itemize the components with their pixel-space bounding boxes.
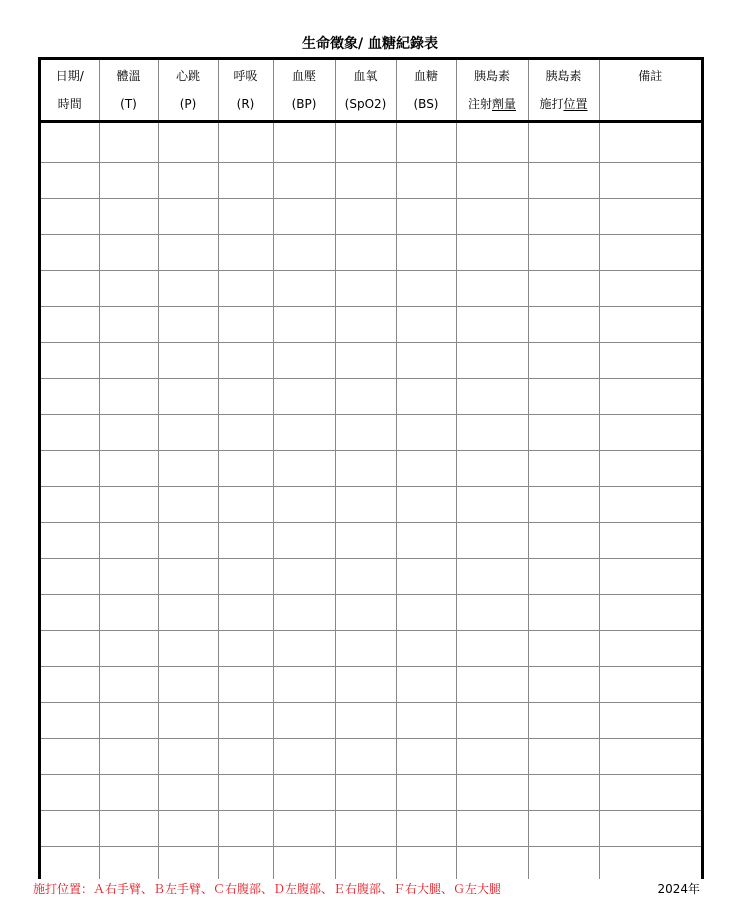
table-cell[interactable] — [273, 199, 335, 235]
table-cell[interactable] — [273, 847, 335, 880]
table-cell[interactable] — [599, 811, 701, 847]
table-cell[interactable] — [396, 847, 456, 880]
table-cell[interactable] — [335, 739, 396, 775]
table-row — [41, 559, 701, 595]
table-cell[interactable] — [528, 415, 599, 451]
table-cell[interactable] — [396, 775, 456, 811]
table-cell[interactable] — [158, 739, 218, 775]
table-cell[interactable] — [528, 343, 599, 379]
table-cell[interactable] — [335, 847, 396, 880]
table-cell[interactable] — [218, 199, 273, 235]
table-cell[interactable] — [456, 811, 528, 847]
table-cell[interactable] — [456, 775, 528, 811]
table-cell[interactable] — [335, 703, 396, 739]
table-cell[interactable] — [158, 451, 218, 487]
table-cell[interactable] — [273, 631, 335, 667]
table-cell[interactable] — [99, 775, 158, 811]
table-cell[interactable] — [528, 235, 599, 271]
table-cell[interactable] — [273, 122, 335, 163]
table-row — [41, 523, 701, 559]
table-cell[interactable] — [218, 739, 273, 775]
table-cell[interactable] — [158, 415, 218, 451]
table-cell[interactable] — [456, 631, 528, 667]
table-cell[interactable] — [335, 667, 396, 703]
table-cell[interactable] — [41, 775, 99, 811]
table-cell[interactable] — [528, 523, 599, 559]
table-cell[interactable] — [99, 122, 158, 163]
table-cell[interactable] — [158, 487, 218, 523]
table-cell[interactable] — [218, 343, 273, 379]
table-cell[interactable] — [456, 271, 528, 307]
table-cell[interactable] — [218, 307, 273, 343]
table-cell[interactable] — [218, 235, 273, 271]
table-cell[interactable] — [528, 451, 599, 487]
table-cell[interactable] — [335, 122, 396, 163]
table-cell[interactable] — [99, 415, 158, 451]
table-cell[interactable] — [158, 811, 218, 847]
table-cell[interactable] — [99, 667, 158, 703]
table-cell[interactable] — [599, 595, 701, 631]
table-cell[interactable] — [335, 631, 396, 667]
table-cell[interactable] — [396, 122, 456, 163]
table-cell[interactable] — [41, 199, 99, 235]
table-cell[interactable] — [528, 775, 599, 811]
table-cell[interactable] — [396, 631, 456, 667]
table-cell[interactable] — [273, 775, 335, 811]
year-label: 2024年 — [657, 882, 700, 896]
table-cell[interactable] — [335, 163, 396, 199]
table-cell[interactable] — [158, 307, 218, 343]
table-cell[interactable] — [335, 343, 396, 379]
table-cell[interactable] — [41, 811, 99, 847]
table-cell[interactable] — [273, 811, 335, 847]
col-datetime-header: 日期/ 時間 — [41, 60, 99, 122]
table-cell[interactable] — [218, 487, 273, 523]
table-cell[interactable] — [218, 523, 273, 559]
table-cell[interactable] — [273, 487, 335, 523]
table-cell[interactable] — [396, 235, 456, 271]
table-cell[interactable] — [396, 559, 456, 595]
header-row — [41, 60, 701, 122]
table-cell[interactable] — [599, 847, 701, 880]
table-cell[interactable] — [599, 415, 701, 451]
table-cell[interactable] — [528, 667, 599, 703]
table-cell[interactable] — [99, 559, 158, 595]
table-cell[interactable] — [335, 307, 396, 343]
col-spo2-header: 血氧 (SpO2) — [335, 60, 396, 122]
record-table — [38, 57, 704, 879]
table-cell[interactable] — [99, 595, 158, 631]
table-cell[interactable] — [158, 595, 218, 631]
table-cell[interactable] — [396, 307, 456, 343]
table-cell[interactable] — [99, 451, 158, 487]
table-cell[interactable] — [396, 667, 456, 703]
table-cell[interactable] — [335, 415, 396, 451]
table-cell[interactable] — [528, 379, 599, 415]
table-cell[interactable] — [158, 235, 218, 271]
table-row — [41, 775, 701, 811]
table-cell[interactable] — [99, 199, 158, 235]
table-cell[interactable] — [528, 122, 599, 163]
table-cell[interactable] — [335, 451, 396, 487]
table-cell[interactable] — [99, 847, 158, 880]
table-cell[interactable] — [335, 523, 396, 559]
table-cell[interactable] — [158, 703, 218, 739]
table-cell[interactable] — [599, 523, 701, 559]
table-cell[interactable] — [335, 271, 396, 307]
table-cell[interactable] — [41, 559, 99, 595]
table-cell[interactable] — [456, 667, 528, 703]
table-cell[interactable] — [41, 631, 99, 667]
table-cell[interactable] — [335, 487, 396, 523]
table-cell[interactable] — [158, 559, 218, 595]
table-cell[interactable] — [41, 523, 99, 559]
table-cell[interactable] — [396, 379, 456, 415]
table-cell[interactable] — [335, 775, 396, 811]
col-pulse-header: 心跳 (P) — [158, 60, 218, 122]
table-cell[interactable] — [456, 122, 528, 163]
table-cell[interactable] — [41, 487, 99, 523]
table-cell[interactable] — [273, 595, 335, 631]
col-respiration-header: 呼吸 (R) — [218, 60, 273, 122]
table-cell[interactable] — [41, 343, 99, 379]
table-row — [41, 703, 701, 739]
table-row — [41, 451, 701, 487]
table-cell[interactable] — [396, 415, 456, 451]
table-cell[interactable] — [41, 595, 99, 631]
table-cell[interactable] — [218, 775, 273, 811]
table-row — [41, 595, 701, 631]
table-cell[interactable] — [158, 631, 218, 667]
table-cell[interactable] — [218, 379, 273, 415]
table-cell[interactable] — [396, 595, 456, 631]
col-insulin-site-header: 胰島素 施打位置 — [528, 60, 599, 122]
col-blood-sugar-header: 血糖 (BS) — [396, 60, 456, 122]
table-row — [41, 739, 701, 775]
table-cell[interactable] — [273, 523, 335, 559]
col-temperature-header: 體溫 (T) — [99, 60, 158, 122]
table-cell[interactable] — [456, 847, 528, 880]
table-cell[interactable] — [528, 199, 599, 235]
table-cell[interactable] — [396, 199, 456, 235]
table-cell[interactable] — [456, 379, 528, 415]
table-cell[interactable] — [273, 667, 335, 703]
table-cell[interactable] — [218, 415, 273, 451]
table-cell[interactable] — [599, 667, 701, 703]
table-cell[interactable] — [456, 307, 528, 343]
table-cell[interactable] — [158, 343, 218, 379]
table-cell[interactable] — [273, 163, 335, 199]
table-cell[interactable] — [335, 559, 396, 595]
table-cell[interactable] — [218, 703, 273, 739]
table-row — [41, 122, 701, 163]
table-cell[interactable] — [599, 163, 701, 199]
table-cell[interactable] — [456, 523, 528, 559]
table-cell[interactable] — [158, 271, 218, 307]
table-cell[interactable] — [335, 235, 396, 271]
table-cell[interactable] — [218, 631, 273, 667]
table-cell[interactable] — [528, 487, 599, 523]
table-cell[interactable] — [599, 739, 701, 775]
table-cell[interactable] — [456, 595, 528, 631]
table-cell[interactable] — [456, 163, 528, 199]
table-cell[interactable] — [528, 307, 599, 343]
table-cell[interactable] — [41, 379, 99, 415]
table-cell[interactable] — [158, 523, 218, 559]
table-cell[interactable] — [273, 559, 335, 595]
table-cell[interactable] — [599, 559, 701, 595]
table-cell[interactable] — [396, 739, 456, 775]
table-cell[interactable] — [99, 739, 158, 775]
table-cell[interactable] — [158, 667, 218, 703]
table-cell[interactable] — [599, 271, 701, 307]
table-cell[interactable] — [41, 667, 99, 703]
table-cell[interactable] — [158, 379, 218, 415]
table-cell[interactable] — [218, 451, 273, 487]
table-cell[interactable] — [273, 415, 335, 451]
table-cell[interactable] — [396, 703, 456, 739]
table-cell[interactable] — [396, 523, 456, 559]
table-cell[interactable] — [335, 595, 396, 631]
table-cell[interactable] — [456, 343, 528, 379]
table-cell[interactable] — [218, 667, 273, 703]
table-cell[interactable] — [41, 703, 99, 739]
table-cell[interactable] — [528, 595, 599, 631]
table-cell[interactable] — [218, 271, 273, 307]
table-cell[interactable] — [273, 703, 335, 739]
table-cell[interactable] — [218, 559, 273, 595]
table-cell[interactable] — [599, 122, 701, 163]
table-cell[interactable] — [218, 122, 273, 163]
table-cell[interactable] — [41, 271, 99, 307]
table-row — [41, 343, 701, 379]
table-row — [41, 199, 701, 235]
table-cell[interactable] — [528, 271, 599, 307]
col-blood-pressure-header: 血壓 (BP) — [273, 60, 335, 122]
table-row — [41, 271, 701, 307]
table-cell[interactable] — [456, 739, 528, 775]
table-cell[interactable] — [99, 163, 158, 199]
table-cell[interactable] — [41, 847, 99, 880]
table-row — [41, 667, 701, 703]
col-insulin-dose-header: 胰島素 注射劑量 — [456, 60, 528, 122]
table-cell[interactable] — [528, 631, 599, 667]
table-cell[interactable] — [396, 451, 456, 487]
table-cell[interactable] — [599, 343, 701, 379]
table-cell[interactable] — [41, 739, 99, 775]
table-cell[interactable] — [599, 703, 701, 739]
table-cell[interactable] — [456, 451, 528, 487]
table-cell[interactable] — [456, 199, 528, 235]
table-row — [41, 631, 701, 667]
table-cell[interactable] — [335, 379, 396, 415]
table-row — [41, 811, 701, 847]
table-cell[interactable] — [99, 379, 158, 415]
table-cell[interactable] — [396, 487, 456, 523]
table-cell[interactable] — [528, 163, 599, 199]
table-cell[interactable] — [99, 811, 158, 847]
table-cell[interactable] — [273, 307, 335, 343]
table-cell[interactable] — [456, 487, 528, 523]
col-remarks-header: 備註 — [599, 60, 701, 122]
table-cell[interactable] — [99, 307, 158, 343]
table-cell[interactable] — [599, 451, 701, 487]
table-row — [41, 235, 701, 271]
table-cell[interactable] — [528, 559, 599, 595]
table-cell[interactable] — [158, 163, 218, 199]
table-cell[interactable] — [99, 343, 158, 379]
injection-site-legend: 施打位置：Ａ右手臂、Ｂ左手臂、Ｃ右腹部、Ｄ左腹部、Ｅ右腹部、Ｆ右大腿、Ｇ左大腿 — [33, 882, 502, 896]
table-cell[interactable] — [41, 163, 99, 199]
table-cell[interactable] — [273, 343, 335, 379]
table-cell[interactable] — [456, 703, 528, 739]
table-cell[interactable] — [396, 163, 456, 199]
table-cell[interactable] — [273, 379, 335, 415]
table-cell[interactable] — [528, 847, 599, 880]
table-row — [41, 379, 701, 415]
table-cell[interactable] — [41, 122, 99, 163]
table-cell[interactable] — [99, 487, 158, 523]
table-row — [41, 487, 701, 523]
table-cell[interactable] — [218, 811, 273, 847]
table-cell[interactable] — [528, 703, 599, 739]
table-cell[interactable] — [158, 199, 218, 235]
table-cell[interactable] — [599, 199, 701, 235]
table-cell[interactable] — [41, 307, 99, 343]
table-cell[interactable] — [158, 775, 218, 811]
table-cell[interactable] — [456, 559, 528, 595]
table-row — [41, 415, 701, 451]
table-cell[interactable] — [599, 775, 701, 811]
table-cell[interactable] — [599, 631, 701, 667]
table-cell[interactable] — [158, 847, 218, 880]
table-cell[interactable] — [273, 451, 335, 487]
table-row — [41, 307, 701, 343]
table-cell[interactable] — [396, 343, 456, 379]
table-cell[interactable] — [528, 811, 599, 847]
table-cell[interactable] — [599, 379, 701, 415]
table-cell[interactable] — [218, 595, 273, 631]
table-cell[interactable] — [218, 163, 273, 199]
table-cell[interactable] — [41, 235, 99, 271]
table-cell[interactable] — [218, 847, 273, 880]
table-cell[interactable] — [99, 631, 158, 667]
table-cell[interactable] — [273, 271, 335, 307]
table-cell[interactable] — [396, 271, 456, 307]
table-cell[interactable] — [599, 235, 701, 271]
table-cell[interactable] — [99, 523, 158, 559]
table-cell[interactable] — [41, 451, 99, 487]
table-cell[interactable] — [456, 235, 528, 271]
table-cell[interactable] — [99, 235, 158, 271]
table-cell[interactable] — [41, 415, 99, 451]
table-cell[interactable] — [273, 235, 335, 271]
table-cell[interactable] — [273, 739, 335, 775]
table-cell[interactable] — [599, 487, 701, 523]
table-cell[interactable] — [158, 122, 218, 163]
table-row — [41, 847, 701, 880]
table-cell[interactable] — [456, 415, 528, 451]
table-row — [41, 163, 701, 199]
page-title: 生命徵象/ 血糖紀錄表 — [302, 36, 438, 52]
table-cell[interactable] — [396, 811, 456, 847]
table-cell[interactable] — [335, 811, 396, 847]
table-cell[interactable] — [599, 307, 701, 343]
table-cell[interactable] — [99, 271, 158, 307]
table-cell[interactable] — [99, 703, 158, 739]
table-cell[interactable] — [528, 739, 599, 775]
table-cell[interactable] — [335, 199, 396, 235]
